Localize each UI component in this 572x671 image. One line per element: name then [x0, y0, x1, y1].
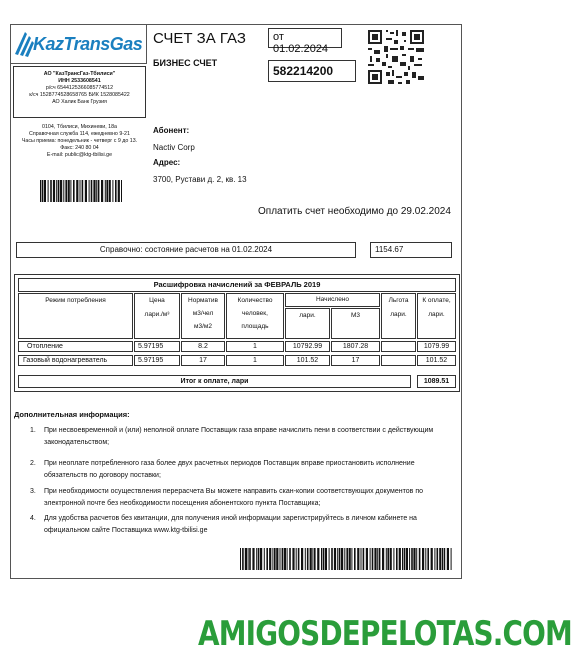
document-subtitle: БИЗНЕС СЧЕТ — [153, 58, 218, 68]
invoice-date: от 01.02.2024 — [268, 28, 342, 48]
row1-benefit — [381, 341, 416, 352]
header-quantity: Количество человек, площадь — [226, 293, 284, 339]
reference-label: Справочно: состояние расчетов на 01.02.2024 — [16, 242, 356, 258]
address-line: Факс: 240 80 04 — [60, 145, 99, 151]
header-benefit: Льгота лари. — [381, 293, 416, 339]
row2-to-pay: 101.52 — [417, 355, 456, 366]
row1-to-pay: 1079.99 — [417, 341, 456, 352]
header-norm: Норматив м3/чел м3/м2 — [181, 293, 225, 339]
row1-price: 5.97195 — [134, 341, 180, 352]
row2-charged-gel: 101.52 — [285, 355, 330, 366]
header-price: Цена лари./м³ — [134, 293, 180, 339]
company-address — [13, 124, 146, 159]
logo-mark-icon — [13, 28, 35, 58]
address-line: 0104, Тбилиси, Михиневи, 18а — [42, 124, 117, 130]
header-mode: Режим потребления — [18, 293, 133, 339]
bank-company-name: АО "КазТрансГаз-Тбилиси" — [43, 71, 116, 77]
info-title: Дополнительная информация: — [14, 410, 130, 419]
row2-price: 5.97195 — [134, 355, 180, 366]
subscriber-label: Абонент: — [153, 126, 190, 135]
row2-norm: 17 — [181, 355, 225, 366]
barcode-icon — [40, 180, 122, 202]
row1-charged-m3: 1807.28 — [331, 341, 380, 352]
bank-name: АО Халик Банк Грузия — [52, 99, 107, 105]
total-label: Итог к оплате, лари — [18, 375, 411, 388]
subscriber-name: Nactiv Corp — [153, 143, 195, 152]
qr-code-icon — [366, 28, 426, 86]
row2-quantity: 1 — [226, 355, 284, 366]
address-label: Адрес: — [153, 158, 181, 167]
payment-due: Оплатить счет необходимо до 29.02.2024 — [258, 206, 451, 217]
reference-value: 1154.67 — [370, 242, 452, 258]
address-line: Часы приема: понедельник - четверг с 9 до 13. — [21, 138, 138, 144]
header-charged: Начислено — [285, 293, 380, 307]
row2-charged-m3: 17 — [331, 355, 380, 366]
row1-quantity: 1 — [226, 341, 284, 352]
barcode-icon — [240, 548, 452, 570]
row2-mode: Газовый водонагреватель — [18, 355, 133, 366]
row1-mode: Отопление — [18, 341, 133, 352]
charges-table — [14, 274, 460, 392]
row1-norm: 8.2 — [181, 341, 225, 352]
address-line: Справочная служба 114, ежедневно 9-21 — [29, 131, 130, 137]
total-value: 1089.51 — [417, 375, 456, 388]
header-charged-m3: М3 — [331, 308, 380, 339]
bank-account: р/сч 6544125366085774512 — [45, 85, 114, 91]
bank-inn: ИНН 2533608541 — [58, 78, 101, 84]
bank-correspondent: к/сч 1528774528658765 БИК 1528085422 — [29, 92, 130, 98]
invoice-number: 582214200 — [268, 60, 356, 82]
table-title: Расшифровка начислений за ФЕВРАЛЬ 2019 — [18, 278, 456, 292]
row1-charged-gel: 10792.99 — [285, 341, 330, 352]
watermark: AMIGOSDEPELOTAS.COM — [198, 614, 572, 654]
document-title: СЧЕТ ЗА ГАЗ — [153, 30, 246, 47]
subscriber-address: 3700, Рустави д. 2, кв. 13 — [153, 175, 247, 184]
bank-details — [13, 66, 146, 118]
address-line: E-mail: public@ktg-tbilisi.ge — [46, 152, 113, 158]
logo-text: KazTransGas — [33, 34, 143, 54]
header-to-pay: К оплате, лари. — [417, 293, 456, 339]
header-charged-gel: лари. — [285, 308, 330, 339]
row2-benefit — [381, 355, 416, 366]
